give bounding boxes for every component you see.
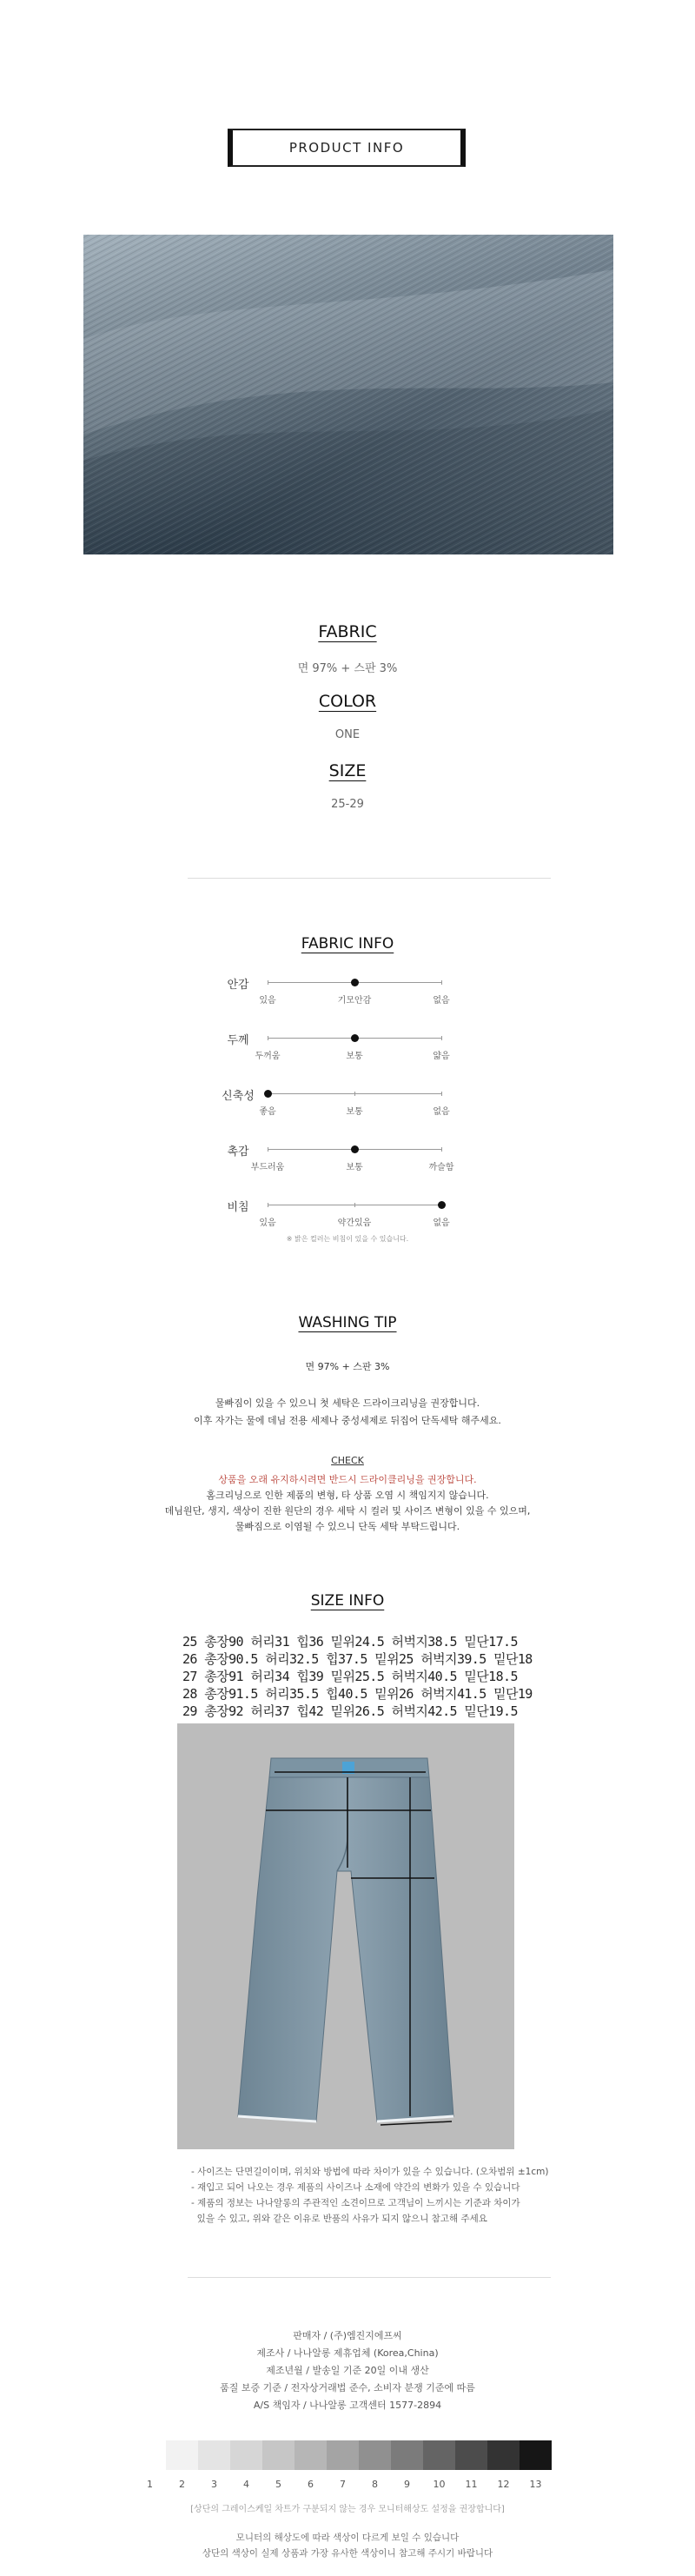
size-note-2: - 재입고 되어 나오는 경우 제품의 사이즈나 소재에 약간의 변화가 있을 수 있습니다 bbox=[191, 2182, 520, 2193]
grayscale-swatch bbox=[423, 2440, 455, 2470]
scale-tick bbox=[441, 1147, 442, 1152]
scale-option: 보통 bbox=[346, 1052, 363, 1061]
grayscale-number: 7 bbox=[340, 2479, 346, 2490]
grayscale-swatch bbox=[327, 2440, 359, 2470]
scale-tick bbox=[441, 1036, 442, 1040]
grayscale-swatch bbox=[359, 2440, 391, 2470]
scale-tick bbox=[354, 1092, 355, 1096]
washing-composition: 면 97% + 스판 3% bbox=[305, 1361, 390, 1372]
check-line-1: 홈크리닝으로 인한 제품의 변형, 타 상품 오염 시 책임지지 않습니다. bbox=[206, 1490, 489, 1501]
check-label: CHECK bbox=[331, 1455, 364, 1466]
scale-selected-dot bbox=[351, 1145, 359, 1153]
scale-option: 없음 bbox=[433, 1107, 450, 1117]
check-warning: 상품을 오래 유지하시려면 반드시 드라이클리닝을 권장합니다. bbox=[218, 1474, 477, 1485]
grayscale-swatch bbox=[262, 2440, 295, 2470]
fabric-info-track bbox=[255, 1038, 450, 1061]
fabric-info-label: 촉감 bbox=[227, 1145, 249, 1159]
product-info-header bbox=[228, 129, 466, 167]
scale-option: 없음 bbox=[433, 1218, 450, 1228]
fabric-info-label: 비침 bbox=[227, 1201, 249, 1214]
grayscale-swatch bbox=[230, 2440, 262, 2470]
scale-tick bbox=[441, 980, 442, 985]
color-value: ONE bbox=[334, 728, 361, 741]
scale-option: 보통 bbox=[346, 1107, 363, 1117]
divider bbox=[188, 2277, 551, 2278]
scale-option: 두꺼움 bbox=[255, 1052, 281, 1061]
size-row: 25 총장90 허리31 힙36 밑위24.5 허벅지38.5 밑단17.5 bbox=[182, 1634, 518, 1650]
size-row: 28 총장91.5 허리35.5 힙40.5 밑위26 허벅지41.5 밑단19 bbox=[182, 1686, 533, 1702]
pants-measurement-image bbox=[177, 1723, 514, 2149]
fabric-texture-image bbox=[83, 235, 613, 554]
product-info-title: PRODUCT INFO bbox=[288, 140, 405, 156]
scale-tick bbox=[354, 1203, 355, 1207]
scale-option: 약간있음 bbox=[337, 1218, 372, 1228]
washing-tip-title: WASHING TIP bbox=[298, 1314, 397, 1331]
scale-option: 보통 bbox=[346, 1163, 363, 1172]
grayscale-number: 9 bbox=[404, 2479, 410, 2490]
scale-option: 까슬함 bbox=[428, 1163, 454, 1172]
grayscale-number: 13 bbox=[529, 2479, 542, 2490]
scale-option: 좋음 bbox=[259, 1107, 276, 1117]
scale-option: 부드러움 bbox=[250, 1163, 285, 1172]
divider bbox=[188, 878, 551, 879]
size-note-1: - 사이즈는 단면길이이며, 위치와 방법에 따라 차이가 있을 수 있습니다. (오차범위 ±1cm) bbox=[191, 2167, 549, 2177]
manufacturer-info: 제조사 / 나나알롱 제휴업체 (Korea,China) bbox=[256, 2347, 439, 2359]
grayscale-chart bbox=[134, 2440, 554, 2494]
grayscale-swatch bbox=[134, 2440, 166, 2470]
scale-option: 없음 bbox=[433, 996, 450, 1006]
manufacture-date-info: 제조년월 / 발송일 기준 20일 이내 생산 bbox=[266, 2365, 429, 2376]
monitor-note-2: 상단의 색상이 실제 상품과 가장 유사한 색상이니 참고해 주시기 바랍니다 bbox=[202, 2548, 493, 2559]
grayscale-swatch bbox=[198, 2440, 230, 2470]
grayscale-number: 12 bbox=[497, 2479, 510, 2490]
grayscale-number: 6 bbox=[308, 2479, 314, 2490]
size-value: 25-29 bbox=[331, 798, 364, 811]
grayscale-swatch bbox=[487, 2440, 520, 2470]
fabric-info-track bbox=[259, 1093, 450, 1117]
washing-line-2: 이후 자가는 물에 데님 전용 세제나 중성세제로 뒤집어 단독세탁 해주세요. bbox=[194, 1415, 501, 1426]
size-info-title: SIZE INFO bbox=[310, 1592, 385, 1610]
fabric-value: 면 97% + 스판 3% bbox=[297, 662, 398, 675]
grayscale-swatch bbox=[391, 2440, 423, 2470]
scale-option: 있음 bbox=[259, 996, 276, 1006]
grayscale-swatch bbox=[295, 2440, 327, 2470]
size-note-3: - 제품의 정보는 나나알롱의 주관적인 소견이므로 고객님이 느끼시는 기준과 차이가 bbox=[191, 2198, 520, 2208]
grayscale-swatch bbox=[166, 2440, 198, 2470]
fabric-info-title: FABRIC INFO bbox=[301, 935, 394, 953]
size-row: 29 총장92 허리37 힙42 밑위26.5 허벅지42.5 밑단19.5 bbox=[182, 1703, 518, 1719]
fabric-info-footnote: ※ 밝은 컬러는 비침이 있을 수 있습니다. bbox=[286, 1235, 409, 1243]
grayscale-caption: [상단의 그레이스케일 차트가 구분되지 않는 경우 모니터해상도 설정을 권장합니다] bbox=[190, 2505, 505, 2514]
fabric-info-track bbox=[250, 1149, 454, 1172]
fabric-info-label: 신축성 bbox=[222, 1090, 255, 1103]
monitor-note-1: 모니터의 해상도에 따라 색상이 다르게 보일 수 있습니다 bbox=[235, 2533, 460, 2543]
fabric-info-track bbox=[259, 982, 450, 1006]
grayscale-number: 5 bbox=[275, 2479, 281, 2490]
size-row: 26 총장90.5 허리32.5 힙37.5 밑위25 허벅지39.5 밑단18 bbox=[182, 1651, 533, 1667]
scale-selected-dot bbox=[438, 1201, 446, 1209]
quality-assurance-info: 품질 보증 기준 / 전자상거래법 준수, 소비자 분쟁 기준에 따름 bbox=[220, 2382, 475, 2393]
seller-info: 판매자 / (주)엠진지에프씨 bbox=[293, 2330, 402, 2341]
scale-option: 기모안감 bbox=[337, 996, 372, 1006]
fabric-label: FABRIC bbox=[318, 622, 377, 641]
scale-option: 얇음 bbox=[433, 1052, 450, 1061]
grayscale-number: 11 bbox=[465, 2479, 478, 2490]
scale-selected-dot bbox=[264, 1090, 272, 1098]
size-label: SIZE bbox=[328, 761, 367, 780]
grayscale-number: 10 bbox=[433, 2479, 446, 2490]
fabric-info-label: 안감 bbox=[227, 979, 249, 992]
scale-selected-dot bbox=[351, 979, 359, 986]
scale-selected-dot bbox=[351, 1034, 359, 1042]
check-line-3: 물빠짐으로 이염될 수 있으니 단독 세탁 부탁드립니다. bbox=[235, 1521, 460, 1532]
fabric-info-label: 두께 bbox=[227, 1034, 249, 1047]
grayscale-number: 8 bbox=[372, 2479, 378, 2490]
scale-tick bbox=[441, 1092, 442, 1096]
grayscale-number: 1 bbox=[147, 2479, 153, 2490]
grayscale-number: 4 bbox=[243, 2479, 249, 2490]
washing-line-1: 물빠짐이 있을 수 있으니 첫 세탁은 드라이크리닝을 권장합니다. bbox=[215, 1398, 480, 1409]
grayscale-swatch bbox=[455, 2440, 487, 2470]
color-label: COLOR bbox=[318, 692, 377, 711]
grayscale-number: 3 bbox=[211, 2479, 217, 2490]
size-note-4: 있을 수 있고, 위와 같은 이유로 반품의 사유가 되지 않으니 참고해 주세요 bbox=[191, 2214, 487, 2224]
check-line-2: 데님원단, 생지, 색상이 진한 원단의 경우 세탁 시 컬러 및 사이즈 변형이 있을 수 있으며, bbox=[164, 1505, 531, 1517]
as-contact-info: A/S 책임자 / 나나알롱 고객센터 1577-2894 bbox=[253, 2400, 442, 2411]
size-row: 27 총장91 허리34 힙39 밑위25.5 허벅지40.5 밑단18.5 bbox=[182, 1669, 518, 1684]
grayscale-number: 2 bbox=[179, 2479, 185, 2490]
grayscale-swatch bbox=[520, 2440, 552, 2470]
scale-option: 있음 bbox=[259, 1218, 276, 1228]
